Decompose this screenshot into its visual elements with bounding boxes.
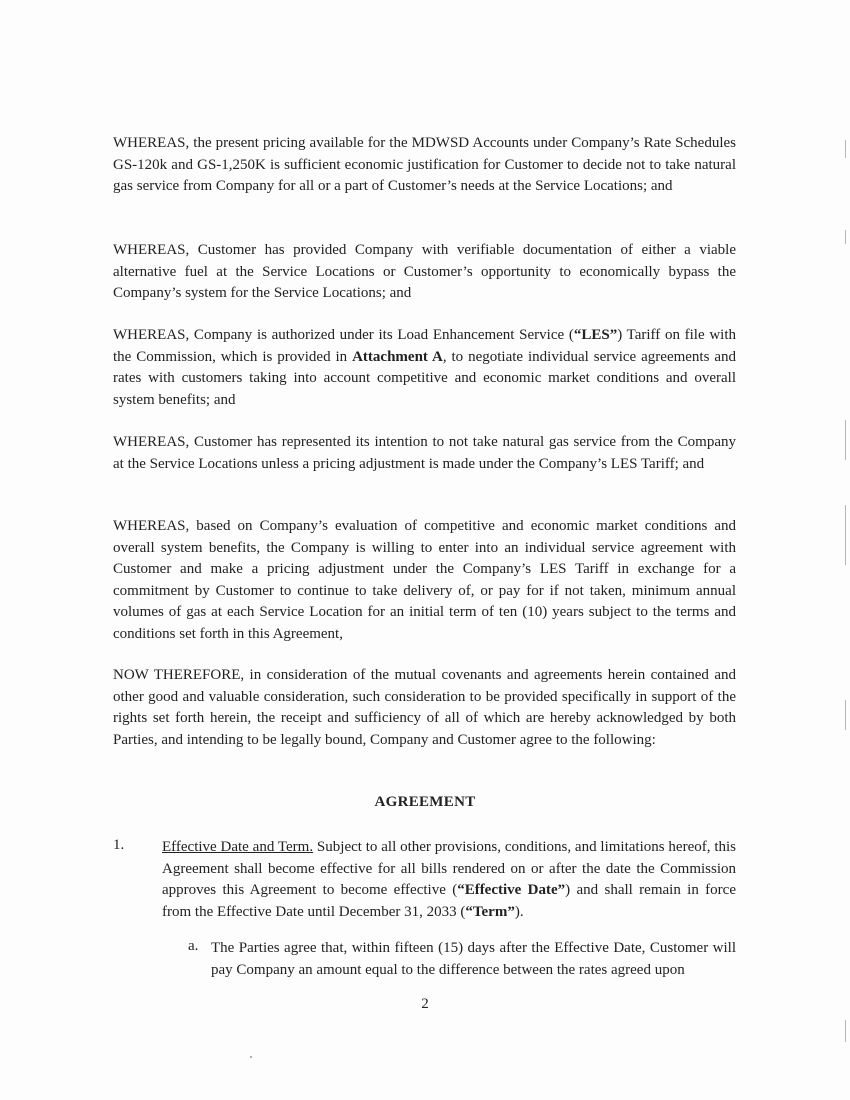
les-text-part2: ) Tariff on file with the Commission, which is provided in bbox=[113, 327, 736, 365]
whereas-paragraph-1: WHEREAS, the present pricing available for the MDWSD Accounts under Company’s Rate Schedules GS-120k and GS-1,250K is sufficient economic justification for Customer to decide not to take natural gas service from Company for all or a part of Customer’s needs at the Service Locations; and bbox=[113, 135, 736, 194]
scan-edge-mark bbox=[845, 140, 846, 158]
les-text-part3: , to negotiate individual service agreements and rates with customers taking into account competitive and economic market conditions and overall system benefits; and bbox=[113, 348, 737, 408]
whereas-paragraph-3 bbox=[113, 325, 736, 411]
effective-date-bold: “Effective Date” bbox=[457, 882, 566, 898]
whereas-paragraph-4: WHEREAS, Customer has represented its intention to not take natural gas service from the Company at the Service Locations unless a pricing adjustment is made under the Company’s LES Tariff; and bbox=[113, 434, 736, 472]
scan-edge-mark bbox=[845, 420, 846, 460]
scan-edge-mark bbox=[845, 505, 846, 565]
section-1-text3: ). bbox=[514, 903, 524, 920]
les-bold: “LES” bbox=[573, 327, 618, 343]
scan-edge-mark bbox=[845, 230, 846, 244]
scan-speck bbox=[250, 1056, 252, 1058]
whereas-paragraph-2: WHEREAS, Customer has provided Company with verifiable documentation of either a viable alternative fuel at the Service Locations or Customer’s opportunity to economically bypass the Company’s system for the Service Locations; and bbox=[113, 242, 736, 301]
attachment-a-bold: Attachment A bbox=[352, 348, 443, 365]
sub-item-a-text: The Parties agree that, within fifteen (15) days after the Effective Date, Customer will pay Company an amount equal to the difference between the rates agreed upon bbox=[211, 940, 736, 978]
les-text-part1: WHEREAS, Company is authorized under its Load Enhancement Service ( bbox=[113, 327, 574, 343]
section-1-number: 1. bbox=[113, 837, 125, 853]
page-number: 2 bbox=[421, 996, 429, 1012]
section-1-text1: Subject to all other provisions, conditions, and limitations hereof, this Agreement shall become effective for all bills rendered on or after the date the Commission approves this Agreement to become effective ( bbox=[162, 839, 736, 898]
whereas-paragraph-5: WHEREAS, based on Company’s evaluation of competitive and economic market conditions and overall system benefits, the Company is willing to enter into an individual service agreement with Customer and make a pricing adjustment under the Company’s LES Tariff in exchange for a commitment by Customer to continue to take delivery of, or pay for if not taken, minimum annual volumes of gas at each Service Location for an initial term of ten (10) years subject to the terms and conditions set forth in this Agreement, bbox=[113, 518, 736, 642]
now-therefore-paragraph: NOW THEREFORE, in consideration of the mutual covenants and agreements herein contained and other good and valuable consideration, such consideration to be provided specifically in support of the rights set forth herein, the receipt and sufficiency of all of which are hereby acknowledged by both Parties, and intending to be legally bound, Company and Customer agree to the following: bbox=[113, 667, 736, 748]
term-bold: “Term” bbox=[465, 903, 515, 920]
scan-edge-mark bbox=[845, 1020, 846, 1042]
section-1-text2: ) and shall remain in force from the Effective Date until December 31, 2033 ( bbox=[162, 882, 736, 920]
sub-item-a-letter: a. bbox=[188, 938, 199, 954]
section-1-body bbox=[162, 837, 736, 923]
section-1-title: Effective Date and Term. bbox=[162, 839, 314, 855]
agreement-heading: AGREEMENT bbox=[374, 794, 476, 810]
scan-edge-mark bbox=[845, 700, 846, 730]
